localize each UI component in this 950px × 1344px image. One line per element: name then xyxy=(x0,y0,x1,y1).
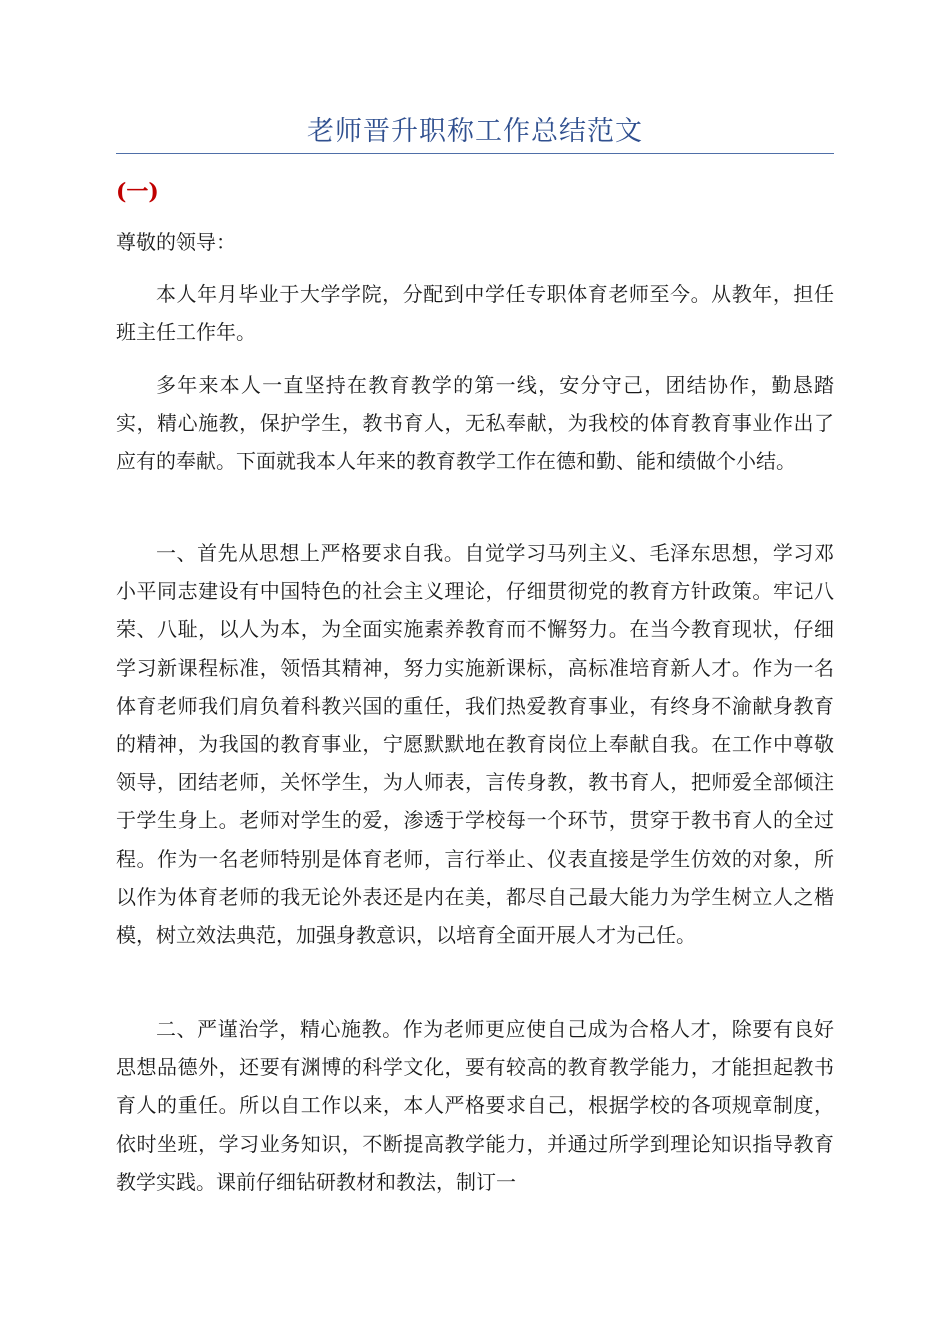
salutation: 尊敬的领导： xyxy=(116,230,236,254)
paragraph: 本人年月毕业于大学学院，分配到中学任专职体育老师至今。从教年，担任班主任工作年。 xyxy=(116,282,834,345)
title-underline xyxy=(116,153,834,154)
section-label: (一) xyxy=(116,179,159,205)
paragraph: 二、严谨治学，精心施教。作为老师更应使自己成为合格人才，除要有良好思想品德外，还要有渊博的科学文化，要有较高的教育教学能力，才能担起教书育人的重任。所以自工作以来，本人严格要求自己，根据学校的各项规章制度，依时坐班，学习业务知识，不断提高教学能力，并通过所学到理论知识指导教育教学实践。课前仔细钻研教材和教法，制订一 xyxy=(116,1017,834,1194)
paragraph: 一、首先从思想上严格要求自我。自觉学习马列主义、毛泽东思想，学习邓小平同志建设有中国特色的社会主义理论，仔细贯彻党的教育方针政策。牢记八荣、八耻，以人为本，为全面实施素养教育而不懈努力。在当今教育现状，仔细学习新课程标准，领悟其精神，努力实施新课标，高标准培育新人才。作为一名体育老师我们肩负着科教兴国的重任，我们热爱教育事业，有终身不渝献身教育的精神，为我国的教育事业，宁愿默默地在教育岗位上奉献自我。在工作中尊敬领导，团结老师，关怀学生，为人师表，言传身教，教书育人，把师爱全部倾注于学生身上。老师对学生的爱，渗透于学校每一个环节，贯穿于教书育人的全过程。作为一名老师特别是体育老师，言行举止、仪表直接是学生仿效的对象，所以作为体育老师的我无论外表还是内在美，都尽自己最大能力为学生树立人之楷模，树立效法典范，加强身教意识，以培育全面开展人才为己任。 xyxy=(116,541,834,948)
document-title: 老师晋升职称工作总结范文 xyxy=(307,116,643,147)
paragraph: 多年来本人一直坚持在教育教学的第一线，安分守己，团结协作，勤恳踏实，精心施教，保护学生，教书育人，无私奉献，为我校的体育教育事业作出了应有的奉献。下面就我本人年来的教育教学工作在德和勤、能和绩做个小结。 xyxy=(116,373,834,474)
